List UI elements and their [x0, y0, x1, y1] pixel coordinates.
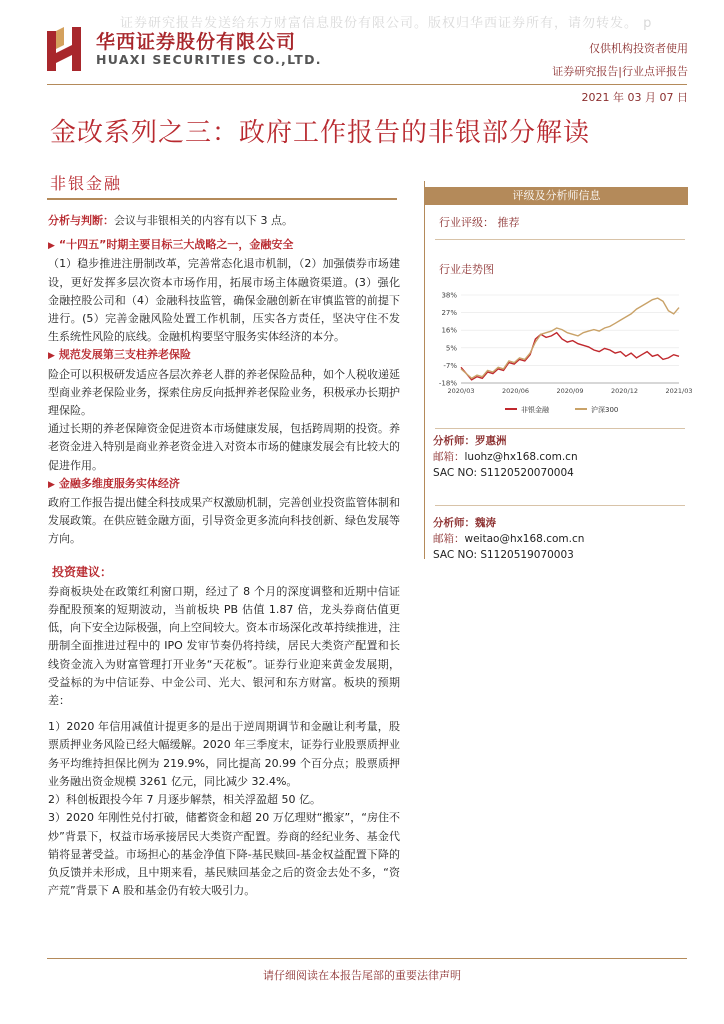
expectation-point-3: 3）2020 年刚性兑付打破，储蓄资金和超 20 万亿理财“搬家”，“房住不炒”背景下，权益市场承接居民大类资产配置。券商的经纪业务、基金代销将显著受益。市场担心的基金净值下降-基民赎回-基金权益配置下降的负反馈并未形成，且中期来看，基民赎回基金之后的资金去处不多，“资产荒”背景下 A 股和基金仍有较大吸引力。 — [48, 811, 400, 898]
sector-heading: 非银金融 — [50, 174, 123, 193]
bullet-heading-1 — [48, 236, 400, 255]
bullet-title-1: “十四五”时期主要目标三大战略之一，金融安全 — [58, 238, 294, 252]
analyst-label: 分析师： — [433, 517, 475, 529]
series-line-1 — [461, 298, 679, 378]
analyst-sac: SAC NO: S1120520070004 — [433, 467, 574, 479]
bullet-heading-3 — [48, 475, 400, 494]
panel-divider — [435, 239, 685, 240]
header-divider — [47, 84, 687, 85]
analyst-name: 罗惠洲 — [475, 435, 507, 447]
expectation-point-2: 2）科创板跟投今年 7 月逐步解禁，相关浮盈超 50 亿。 — [48, 793, 321, 807]
y-tick-label: 16% — [441, 326, 457, 335]
series-line-0 — [461, 333, 679, 380]
email-label: 邮箱： — [433, 451, 465, 463]
report-date: 2021 年 03 月 07 日 — [581, 91, 688, 104]
legend-label-hs300: 沪深300 — [591, 406, 619, 414]
investment-heading: 投资建议： — [52, 564, 113, 579]
bullet-title-3: 金融多维度服务实体经济 — [58, 476, 180, 490]
huaxi-logo-mark — [47, 27, 81, 71]
bullet-text-2b: 通过长期的养老保障资金促进资本市场健康发展，包括跨周期的投资。养老资金进入特别是商业养老资金进入对资本市场的健康发展会有比较大的促进作用。 — [48, 422, 400, 472]
main-body — [48, 212, 400, 900]
y-tick-label: 38% — [441, 291, 457, 300]
company-name-en: HUAXI SECURITIES CO.,LTD. — [96, 52, 322, 67]
x-tick-label: 2020/12 — [610, 387, 639, 395]
rating-analyst-panel — [424, 181, 693, 561]
bullet-heading-2 — [48, 346, 400, 365]
analyst-email[interactable]: luohz@hx168.com.cn — [464, 451, 578, 463]
legend-label-nonbank: 非银金融 — [521, 406, 549, 414]
x-tick-label: 2021/03 — [665, 387, 693, 395]
expectation-point-1: 1）2020 年信用减值计提更多的是出于逆周期调节和金融让利考量，股票质押业务风险已经大幅缓解。2020 年三季度末，证券行业股票质押业务平均维持担保比例为 219.9%，同比提高 20.99 个百分点；股票质押业务融出资金规模 3261 亿元，同比减少 32.4%。 — [48, 720, 400, 788]
panel-header: 评级及分析师信息 — [425, 187, 688, 205]
y-tick-label: -7% — [443, 361, 457, 370]
y-tick-label: 27% — [441, 309, 457, 318]
bullet-text-1: （1）稳步推进注册制改革，完善常态化退市机制，（2）加强债券市场建设，更好发挥多层次资本市场作用，拓展市场主体融资渠道。(3）强化金融控股公司和（4）金融科技监管，确保金融创新在审慎监管的前提下进行。(5）完善金融风险处置工作机制，压实各方责任，坚决守住不发生系统性风险的底线。金融机构要坚守服务实体经济的本分。 — [48, 257, 400, 344]
panel-divider — [435, 505, 685, 506]
analyst-sac: SAC NO: S1120519070003 — [433, 549, 574, 561]
x-tick-label: 2020/09 — [556, 387, 584, 395]
audience-note: 仅供机构投资者使用 — [589, 42, 688, 55]
x-tick-label: 2020/03 — [447, 387, 475, 395]
analyst-block-2 — [433, 515, 584, 563]
industry-trend-chart — [425, 287, 693, 417]
email-label: 邮箱： — [433, 533, 465, 545]
analyst-block-1 — [433, 433, 578, 481]
triangle-bullet-icon: ▶ — [48, 351, 55, 362]
analyst-name: 魏涛 — [475, 517, 496, 529]
bullet-text-2a: 险企可以积极研发适应各层次养老人群的养老保险品种，如个人税收递延型商业养老保险业务，探索住房反向抵押养老保险业务，积极承办长期护理保险。 — [48, 367, 400, 418]
report-type: 证券研究报告|行业点评报告 — [552, 65, 688, 78]
triangle-bullet-icon: ▶ — [48, 241, 55, 252]
legal-notice: 请仔细阅读在本报告尾部的重要法律声明 — [263, 969, 461, 982]
lead-key: 分析与判断： — [48, 214, 114, 227]
watermark: 证券研究报告发送给东方财富信息股份有限公司。版权归华西证券所有，请勿转发。 p — [120, 16, 653, 31]
trend-title: 行业走势图 — [439, 263, 494, 276]
industry-rating: 行业评级： 推荐 — [439, 216, 520, 229]
lead-text: 会议与非银相关的内容有以下 3 点。 — [114, 214, 293, 227]
company-name-cn: 华西证券股份有限公司 — [96, 31, 297, 53]
bullet-title-2: 规范发展第三支柱养老保险 — [58, 348, 191, 362]
y-tick-label: -18% — [438, 379, 457, 388]
triangle-bullet-icon: ▶ — [48, 479, 55, 490]
bullet-text-3: 政府工作报告提出健全科技成果产权激励机制，完善创业投资监管体制和发展政策。在供应链金融方面，引导资金更多流向科技创新、绿色发展等方向。 — [48, 496, 400, 546]
lead-paragraph — [48, 212, 400, 230]
x-tick-label: 2020/06 — [501, 387, 530, 395]
y-tick-label: 5% — [445, 344, 457, 353]
investment-text: 券商板块处在政策红利窗口期，经过了 8 个月的深度调整和近期中信证券配股预案的短期波动，当前板块 PB 估值 1.87 倍，龙头券商估值更低，向下安全边际极强，向上空间较大。资本市场深化改革持续推进，注册制全面推进过程中的 IPO 发审节奏仍将持续，居民大类资产配置和长线资金流入为财富管理打开业务“天花板”。证券行业迎来黄金发展期，受益标的为中信证券、中金公司、光大、银河和东方财富。板块的预期差： — [48, 584, 400, 708]
analyst-label: 分析师： — [433, 435, 475, 447]
report-title: 金改系列之三：政府工作报告的非银部分解读 — [50, 118, 591, 148]
analyst-email[interactable]: weitao@hx168.com.cn — [464, 533, 585, 545]
sector-divider — [47, 198, 397, 200]
panel-divider — [435, 428, 685, 429]
footer-divider — [47, 958, 687, 959]
